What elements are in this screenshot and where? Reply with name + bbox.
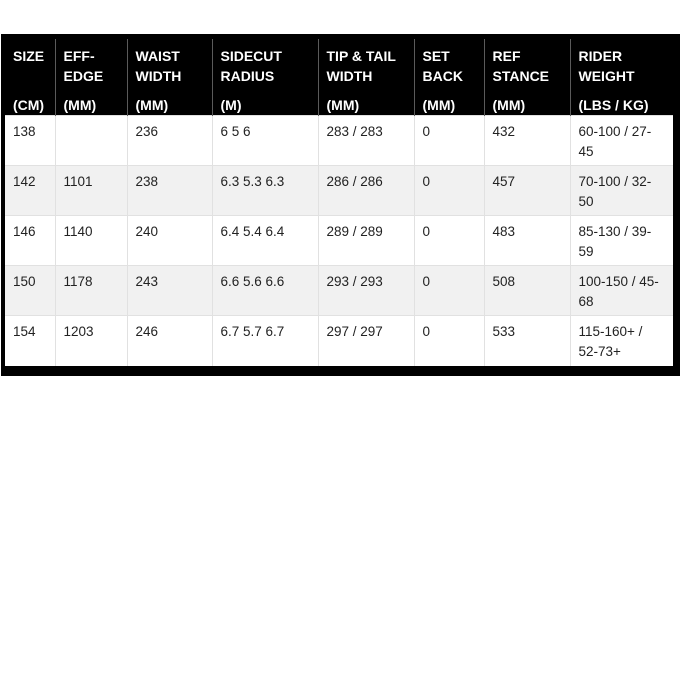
header-unit: (LBS / KG) (578, 97, 649, 113)
cell-ref-stance: 533 (484, 316, 570, 366)
header-label: SIDECUT RADIUS (220, 48, 282, 84)
header-label: REF STANCE (492, 48, 550, 84)
header-row (5, 39, 673, 116)
cell-ref-stance: 432 (484, 116, 570, 166)
cell-size: 154 (5, 316, 55, 366)
cell-eff-edge: 1203 (55, 316, 127, 366)
cell-set-back: 0 (414, 116, 484, 166)
header-label: SIZE (13, 48, 45, 64)
cell-ref-stance: 457 (484, 166, 570, 216)
cell-eff-edge (55, 116, 127, 166)
cell-sidecut-radius: 6.7 5.7 6.7 (212, 316, 318, 366)
spec-table-frame (1, 34, 680, 376)
table-row (5, 166, 673, 216)
table-row (5, 116, 673, 166)
cell-sidecut-radius: 6.4 5.4 6.4 (212, 216, 318, 266)
header-set-back (414, 39, 484, 116)
cell-size: 142 (5, 166, 55, 216)
header-label: RIDER WEIGHT (578, 48, 635, 84)
cell-rider-weight: 70-100 / 32-50 (570, 166, 673, 216)
cell-waist-width: 238 (127, 166, 212, 216)
header-label: SET BACK (422, 48, 463, 84)
header-unit: (MM) (135, 97, 169, 113)
cell-waist-width: 236 (127, 116, 212, 166)
table-row (5, 216, 673, 266)
cell-size: 150 (5, 266, 55, 316)
header-unit: (MM) (492, 97, 526, 113)
cell-set-back: 0 (414, 266, 484, 316)
spec-table (5, 39, 673, 366)
header-unit: (MM) (326, 97, 360, 113)
header-label: WAIST WIDTH (135, 48, 182, 84)
cell-rider-weight: 85-130 / 39-59 (570, 216, 673, 266)
header-eff-edge (55, 39, 127, 116)
cell-sidecut-radius: 6.3 5.3 6.3 (212, 166, 318, 216)
header-sidecut-radius (212, 39, 318, 116)
cell-tip-tail-width: 289 / 289 (318, 216, 414, 266)
cell-waist-width: 240 (127, 216, 212, 266)
cell-rider-weight: 100-150 / 45-68 (570, 266, 673, 316)
header-unit: (MM) (422, 97, 456, 113)
table-row (5, 266, 673, 316)
cell-size: 138 (5, 116, 55, 166)
header-tip-tail-width (318, 39, 414, 116)
cell-size: 146 (5, 216, 55, 266)
header-unit: (M) (220, 97, 242, 113)
cell-tip-tail-width: 297 / 297 (318, 316, 414, 366)
table-row (5, 316, 673, 366)
cell-sidecut-radius: 6.6 5.6 6.6 (212, 266, 318, 316)
cell-sidecut-radius: 6 5 6 (212, 116, 318, 166)
header-waist-width (127, 39, 212, 116)
header-size (5, 39, 55, 116)
cell-rider-weight: 60-100 / 27-45 (570, 116, 673, 166)
cell-rider-weight: 115-160+ / 52-73+ (570, 316, 673, 366)
header-label: EFF- EDGE (63, 48, 104, 84)
header-rider-weight (570, 39, 673, 116)
cell-set-back: 0 (414, 316, 484, 366)
cell-tip-tail-width: 286 / 286 (318, 166, 414, 216)
cell-eff-edge: 1140 (55, 216, 127, 266)
cell-tip-tail-width: 283 / 283 (318, 116, 414, 166)
cell-ref-stance: 483 (484, 216, 570, 266)
header-unit: (CM) (13, 97, 45, 113)
cell-waist-width: 246 (127, 316, 212, 366)
header-ref-stance (484, 39, 570, 116)
cell-set-back: 0 (414, 166, 484, 216)
cell-eff-edge: 1178 (55, 266, 127, 316)
header-unit: (MM) (63, 97, 97, 113)
cell-tip-tail-width: 293 / 293 (318, 266, 414, 316)
cell-ref-stance: 508 (484, 266, 570, 316)
header-label: TIP & TAIL WIDTH (326, 48, 396, 84)
cell-eff-edge: 1101 (55, 166, 127, 216)
cell-set-back: 0 (414, 216, 484, 266)
cell-waist-width: 243 (127, 266, 212, 316)
